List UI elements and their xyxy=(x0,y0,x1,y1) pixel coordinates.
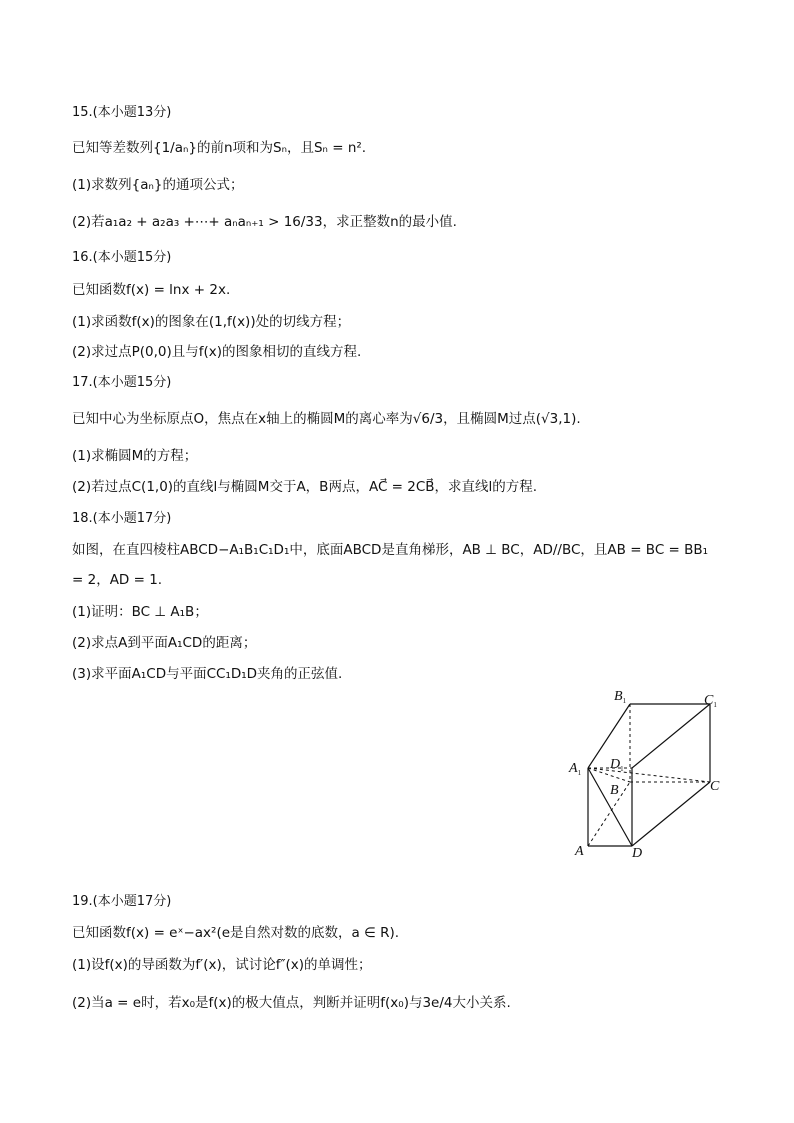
label-b: B xyxy=(610,783,619,798)
q19-stem: 已知函数f(x) = eˣ−ax²(e是自然对数的底数，a ∈ R). xyxy=(72,925,400,941)
prism-diagram xyxy=(560,682,740,860)
edge-a1d xyxy=(588,768,632,846)
q15-part2: (2)若a₁a₂ + a₂a₃ +⋯+ aₙaₙ₊₁ > 16/33，求正整数n的最小值. xyxy=(72,214,457,230)
q17-stem: 已知中心为坐标原点O，焦点在x轴上的椭圆M的离心率为√6/3，且椭圆M过点(√3,1). xyxy=(72,411,581,427)
q17-heading: 17.(本小题15分) xyxy=(72,375,172,390)
q15-part1: (1)求数列{aₙ}的通项公式； xyxy=(72,177,244,193)
q16-part1: (1)求函数f(x)的图象在(1,f(x))处的切线方程； xyxy=(72,314,351,330)
q16-part2: (2)求过点P(0,0)且与f(x)的图象相切的直线方程. xyxy=(72,344,362,360)
label-c: C xyxy=(710,779,720,794)
q19-heading: 19.(本小题17分) xyxy=(72,894,172,909)
q18-stem-line2: = 2，AD = 1. xyxy=(72,572,163,588)
q18-part3: (3)求平面A₁CD与平面CC₁D₁D夹角的正弦值. xyxy=(72,666,343,682)
label-b1: $B_1$ xyxy=(614,689,627,705)
q17-part1: (1)求椭圆M的方程； xyxy=(72,448,198,464)
label-d1: $D_1$ xyxy=(610,757,624,773)
q18-heading: 18.(本小题17分) xyxy=(72,511,172,526)
edge-a1b1 xyxy=(588,704,630,768)
q19-part2: (2)当a = e时，若x₀是f(x)的极大值点，判断并证明f(x₀)与3e/4大小关系. xyxy=(72,995,511,1011)
prism-figure xyxy=(560,682,740,860)
q19-part1: (1)设f(x)的导函数为f′(x)，试讨论f″(x)的单调性； xyxy=(72,957,372,973)
q18-part1: (1)证明：BC ⊥ A₁B； xyxy=(72,604,208,620)
q18-part2: (2)求点A到平面A₁CD的距离； xyxy=(72,635,257,651)
q18-stem-line1: 如图，在直四棱柱ABCD−A₁B₁C₁D₁中，底面ABCD是直角梯形，AB ⊥ BC，AD//BC，且AB = BC = BB₁ xyxy=(72,542,709,558)
q16-heading: 16.(本小题15分) xyxy=(72,250,172,265)
label-d: D xyxy=(632,846,643,860)
hidden-edge-a1c xyxy=(588,768,710,782)
q16-stem: 已知函数f(x) = lnx + 2x. xyxy=(72,282,231,298)
label-c1: $C_1$ xyxy=(704,693,717,709)
label-a: A xyxy=(575,844,584,859)
label-a1: $A_1$ xyxy=(569,761,582,777)
q15-stem: 已知等差数列{1/aₙ}的前n项和为Sₙ，且Sₙ = n². xyxy=(72,140,367,156)
q17-part2: (2)若过点C(1,0)的直线l与椭圆M交于A，B两点，AC⃗ = 2CB⃗，求直线l的方程. xyxy=(72,479,538,495)
edge-d1c1 xyxy=(632,704,710,768)
hidden-edge-ab xyxy=(588,782,630,846)
edge-dc xyxy=(632,782,710,846)
q15-heading: 15.(本小题13分) xyxy=(72,105,172,120)
